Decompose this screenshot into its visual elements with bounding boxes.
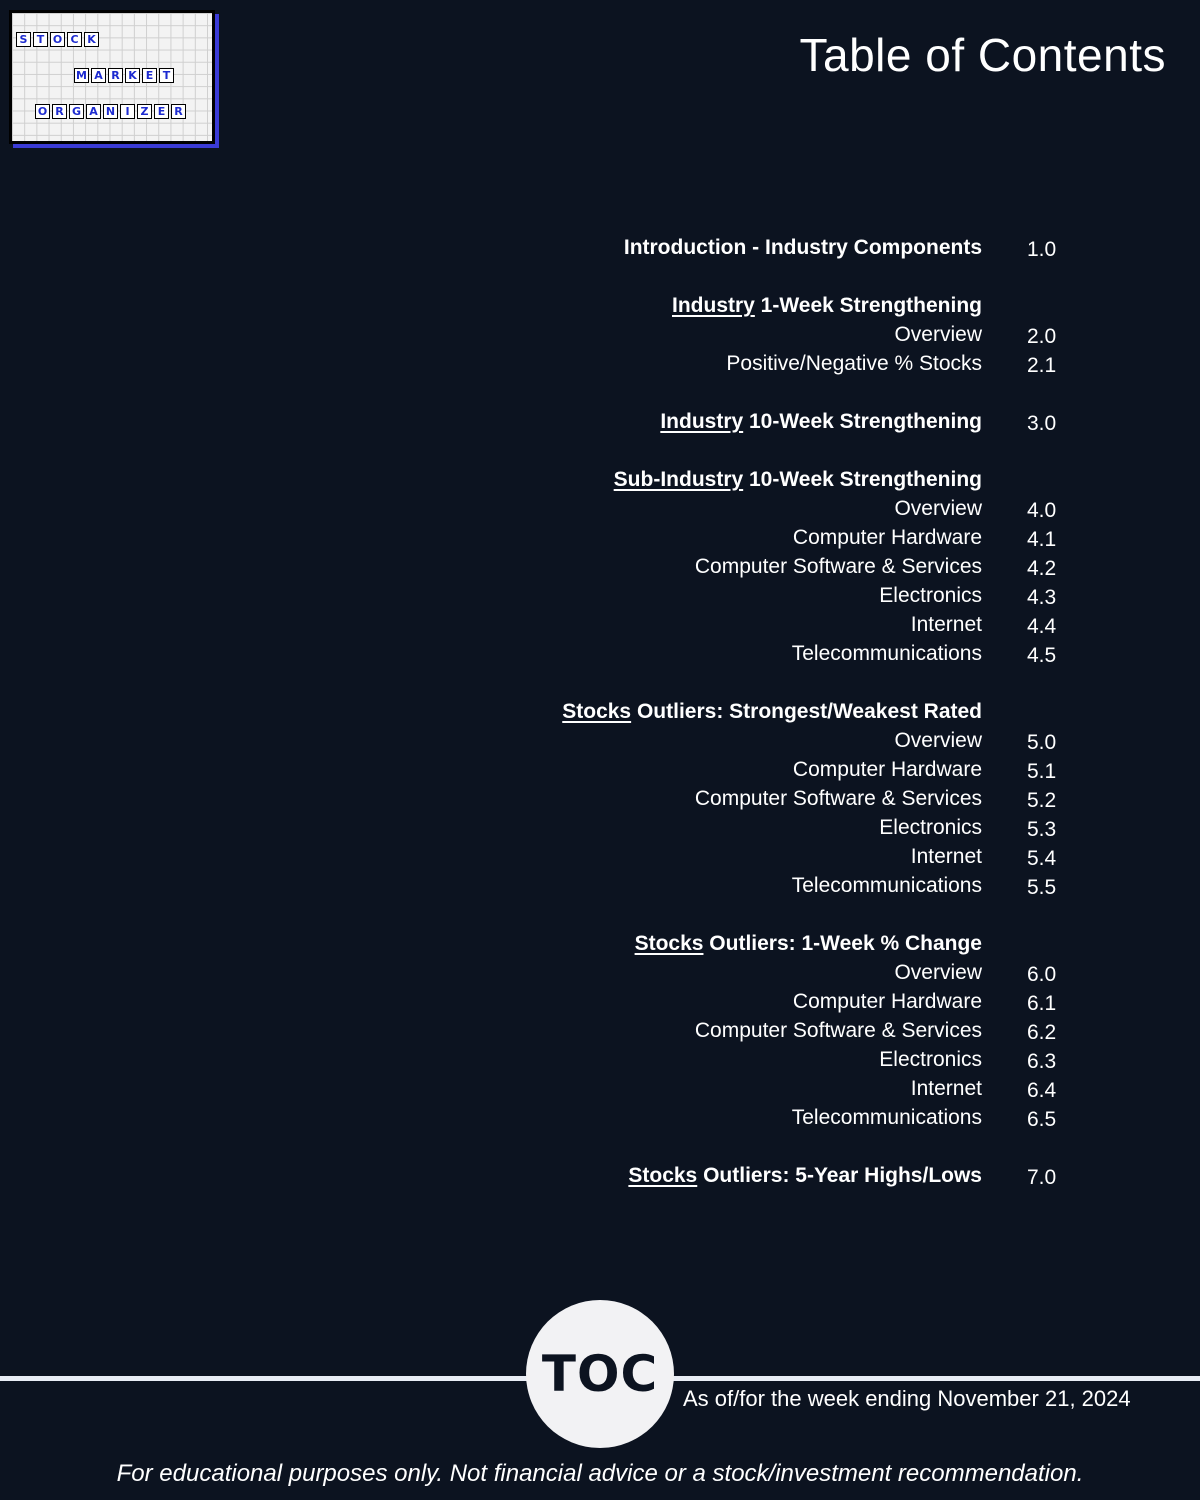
- toc-entry-label: Computer Software & Services: [694, 787, 982, 810]
- toc-page-number: 1.0: [1027, 238, 1057, 261]
- toc-entry-label: Overview: [894, 497, 982, 520]
- toc-page-number: 4.0: [1027, 499, 1057, 522]
- logo-letter-tile: G: [69, 104, 84, 119]
- logo-letter-tile: E: [154, 104, 169, 119]
- toc-entry-industry-10-week[interactable]: [0, 410, 1200, 439]
- disclaimer: For educational purposes only. Not financial advice or a stock/investment recommendation.: [116, 1460, 1084, 1487]
- toc-entry[interactable]: [0, 1106, 1200, 1135]
- toc-heading-rest: Outliers: Strongest/Weakest Rated: [631, 700, 982, 723]
- toc-heading: [628, 1164, 982, 1188]
- toc-entry[interactable]: [0, 787, 1200, 816]
- toc-page-number: 5.1: [1027, 760, 1057, 783]
- toc-entry[interactable]: [0, 352, 1200, 381]
- toc-entry-label: Telecommunications: [791, 874, 982, 897]
- toc-heading: Introduction - Industry Components: [623, 236, 982, 259]
- toc-page-number: 6.5: [1027, 1108, 1057, 1131]
- toc-entry-label: Computer Hardware: [792, 758, 982, 781]
- toc-section-stocks-strongest-weakest: [0, 700, 1200, 729]
- toc-page-number: 6.0: [1027, 963, 1057, 986]
- toc-entry-label: Electronics: [879, 1048, 982, 1071]
- toc-page-number: 6.1: [1027, 992, 1057, 1015]
- toc-entry[interactable]: [0, 642, 1200, 671]
- toc-heading-underlined: Industry: [660, 410, 744, 433]
- toc-heading-rest: 10-Week Strengthening: [743, 468, 982, 491]
- logo-word-stock: [16, 32, 99, 47]
- toc-entry-label: Computer Software & Services: [694, 1019, 982, 1042]
- toc-entry[interactable]: [0, 1019, 1200, 1048]
- toc-entry-label: Computer Hardware: [792, 526, 982, 549]
- toc-entry[interactable]: [0, 1077, 1200, 1106]
- logo-letter-tile: T: [159, 68, 174, 83]
- logo-letter-tile: O: [35, 104, 50, 119]
- toc-heading-underlined: Stocks: [562, 700, 632, 723]
- toc-page-number: 6.2: [1027, 1021, 1057, 1044]
- toc-page-number: 5.5: [1027, 876, 1057, 899]
- toc-page-number: 4.3: [1027, 586, 1057, 609]
- toc-entry[interactable]: [0, 816, 1200, 845]
- logo-letter-tile: Z: [137, 104, 152, 119]
- toc-heading: [635, 932, 982, 956]
- logo-letter-tile: I: [120, 104, 135, 119]
- toc-entry-label: Computer Hardware: [792, 990, 982, 1013]
- toc-section-stocks-1-week-change: [0, 932, 1200, 961]
- toc-entry-label: Overview: [894, 729, 982, 752]
- toc-entry-label: Telecommunications: [791, 1106, 982, 1129]
- toc-entry[interactable]: [0, 497, 1200, 526]
- toc-page-number: 4.4: [1027, 615, 1057, 638]
- toc-heading-underlined: Stocks: [628, 1164, 698, 1187]
- toc-page-number: 3.0: [1027, 412, 1057, 435]
- toc-badge: TOC: [526, 1300, 674, 1448]
- toc-entry[interactable]: [0, 613, 1200, 642]
- toc-entry-label: Computer Software & Services: [694, 555, 982, 578]
- toc-entry-label: Positive/Negative % Stocks: [726, 352, 982, 375]
- logo-letter-tile: R: [108, 68, 123, 83]
- toc-page-number: 4.2: [1027, 557, 1057, 580]
- logo-letter-tile: M: [74, 68, 89, 83]
- toc-page-number: 2.1: [1027, 354, 1057, 377]
- toc-entry-label: Telecommunications: [791, 642, 982, 665]
- logo-word-market: [74, 68, 174, 83]
- toc-section-industry-1-week: [0, 294, 1200, 323]
- toc-entry[interactable]: [0, 584, 1200, 613]
- logo-letter-tile: C: [67, 32, 82, 47]
- logo-letter-tile: A: [86, 104, 101, 119]
- toc-entry[interactable]: [0, 526, 1200, 555]
- toc-page-number: 7.0: [1027, 1166, 1057, 1189]
- as-of-date: As of/for the week ending November 21, 2024: [683, 1386, 1131, 1411]
- logo-letter-tile: T: [33, 32, 48, 47]
- toc-heading-underlined: Industry: [672, 294, 755, 317]
- toc-heading: [562, 700, 982, 724]
- toc-entry-stocks-5-year[interactable]: [0, 1164, 1200, 1193]
- toc-page-number: 6.4: [1027, 1079, 1057, 1102]
- toc-entry[interactable]: [0, 1048, 1200, 1077]
- toc-page-number: 4.1: [1027, 528, 1057, 551]
- toc-page-number: 5.4: [1027, 847, 1057, 870]
- toc-entry[interactable]: [0, 990, 1200, 1019]
- toc-entry-label: Internet: [910, 845, 982, 868]
- toc-heading-underlined: Stocks: [634, 932, 704, 955]
- toc-page-number: 2.0: [1027, 325, 1057, 348]
- toc-entry[interactable]: [0, 874, 1200, 903]
- toc-entry[interactable]: [0, 729, 1200, 758]
- toc-entry-label: Overview: [894, 323, 982, 346]
- toc-entry[interactable]: [0, 555, 1200, 584]
- toc-page-number: 4.5: [1027, 644, 1057, 667]
- toc-entry-label: Electronics: [879, 816, 982, 839]
- logo-letter-tile: K: [84, 32, 99, 47]
- toc-entry[interactable]: [0, 323, 1200, 352]
- logo-letter-tile: A: [91, 68, 106, 83]
- stock-market-organizer-logo: [9, 10, 215, 144]
- toc-section-sub-industry-10-week: [0, 468, 1200, 497]
- logo-letter-tile: E: [142, 68, 157, 83]
- toc-entry[interactable]: [0, 961, 1200, 990]
- page-title: Table of Contents: [799, 29, 1166, 81]
- toc-heading-rest: 1-Week Strengthening: [754, 294, 982, 317]
- toc-heading: [672, 294, 982, 318]
- toc-entry-label: Internet: [910, 613, 982, 636]
- toc-page-number: 5.0: [1027, 731, 1057, 754]
- toc-entry[interactable]: [0, 758, 1200, 787]
- toc-heading: [614, 468, 982, 492]
- toc-entry-label: Internet: [910, 1077, 982, 1100]
- logo-letter-tile: S: [16, 32, 31, 47]
- logo-letter-tile: R: [171, 104, 186, 119]
- toc-heading-rest: Outliers: 5-Year Highs/Lows: [697, 1164, 982, 1187]
- logo-letter-tile: K: [125, 68, 140, 83]
- toc-entry-introduction[interactable]: [0, 236, 1200, 265]
- logo-word-organizer: [35, 104, 186, 119]
- toc-heading-rest: 10-Week Strengthening: [743, 410, 982, 433]
- toc-entry[interactable]: [0, 845, 1200, 874]
- toc-heading-rest: Outliers: 1-Week % Change: [703, 932, 982, 955]
- logo-letter-tile: N: [103, 104, 118, 119]
- logo-letter-tile: R: [52, 104, 67, 119]
- toc-page-number: 5.2: [1027, 789, 1057, 812]
- logo-letter-tile: O: [50, 32, 65, 47]
- toc-page-number: 6.3: [1027, 1050, 1057, 1073]
- toc-entry-label: Overview: [894, 961, 982, 984]
- toc-heading: [660, 410, 982, 434]
- toc-page-number: 5.3: [1027, 818, 1057, 841]
- toc-heading-underlined: Sub-Industry: [613, 468, 744, 491]
- toc-entry-label: Electronics: [879, 584, 982, 607]
